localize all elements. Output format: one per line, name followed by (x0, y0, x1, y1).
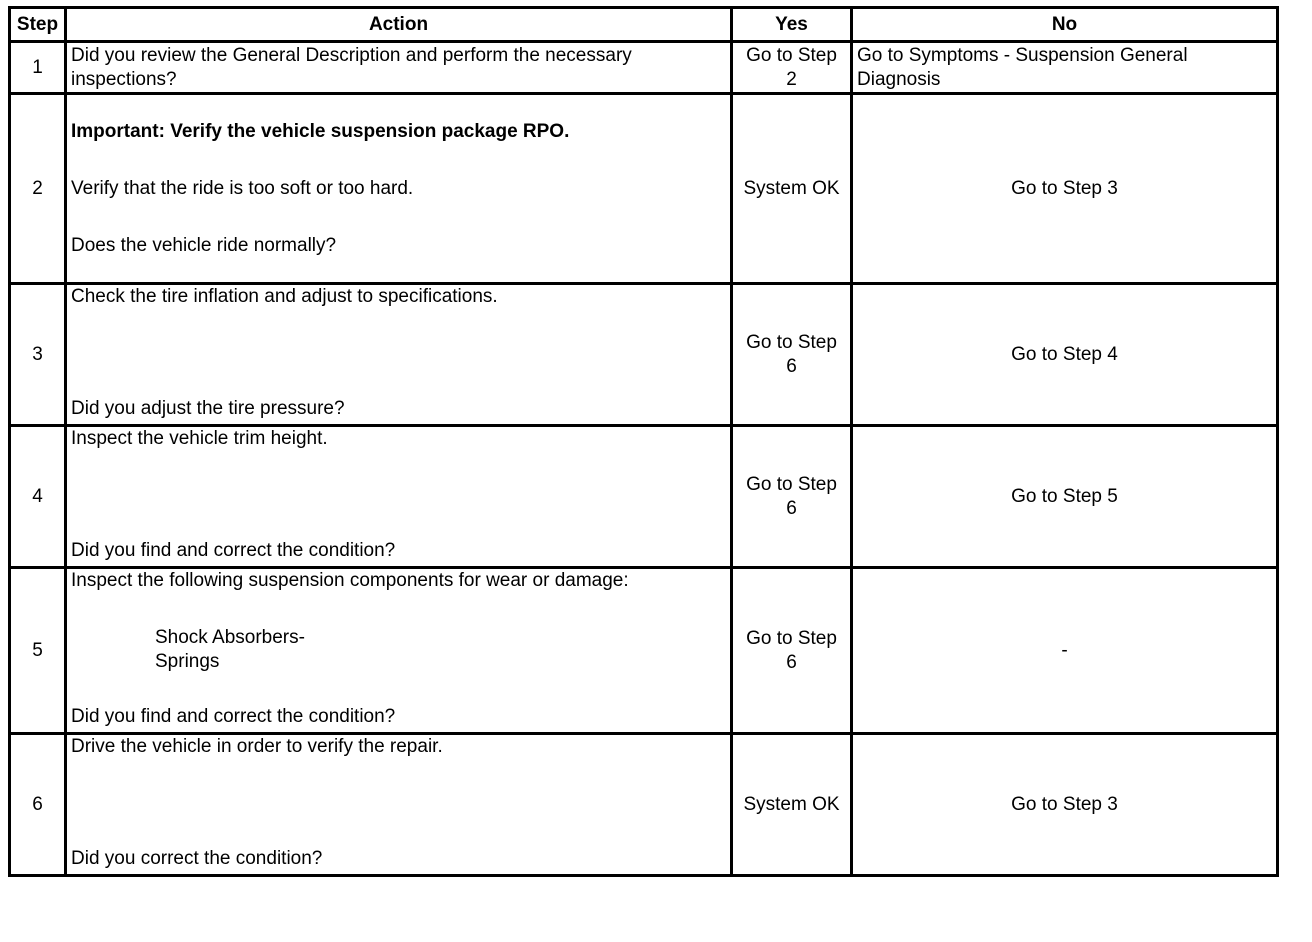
action-text: inspections? (71, 68, 177, 90)
no-cell: - (852, 568, 1278, 734)
step-number: 1 (10, 42, 66, 94)
yes-text: Go to Step (746, 473, 837, 495)
action-text: Inspect the following suspension components for wear or damage: (71, 570, 629, 591)
header-no: No (852, 8, 1278, 42)
yes-cell (732, 284, 852, 426)
yes-cell: System OK (732, 94, 852, 284)
yes-text: 6 (786, 497, 797, 519)
diagnostic-table (8, 6, 1279, 877)
table-row (10, 284, 1278, 426)
header-step: Step (10, 8, 66, 42)
table-row (10, 94, 1278, 284)
question-text: Did you find and correct the condition? (71, 540, 396, 561)
action-cell (66, 568, 732, 734)
action-cell (66, 94, 732, 284)
step-number: 6 (10, 734, 66, 876)
header-action: Action (66, 8, 732, 42)
table-row (10, 568, 1278, 734)
yes-text: 6 (786, 651, 797, 673)
table-row (10, 426, 1278, 568)
question-text: Does the vehicle ride normally? (71, 234, 337, 256)
action-text: Check the tire inflation and adjust to specifications. (71, 286, 498, 307)
no-cell: Go to Step 4 (852, 284, 1278, 426)
important-note: Important: Verify the vehicle suspension package RPO. (71, 120, 570, 142)
no-cell: Go to Step 5 (852, 426, 1278, 568)
question-text: Did you correct the condition? (71, 848, 323, 869)
no-cell (852, 42, 1278, 94)
action-cell (66, 284, 732, 426)
step-number: 4 (10, 426, 66, 568)
action-text: Verify that the ride is too soft or too hard. (71, 177, 414, 199)
action-cell (66, 42, 732, 94)
no-text: Go to Symptoms - Suspension General (857, 44, 1188, 66)
list-item: Shock Absorbers- (155, 627, 305, 648)
yes-text: Go to Step (746, 627, 837, 649)
step-number: 3 (10, 284, 66, 426)
header-row (10, 8, 1278, 42)
question-text: Did you find and correct the condition? (71, 706, 396, 727)
list-item: Springs (155, 651, 220, 672)
yes-cell (732, 568, 852, 734)
table-row (10, 734, 1278, 876)
yes-text: Go to Step (746, 331, 837, 353)
question-text: Did you adjust the tire pressure? (71, 398, 345, 419)
yes-text: 6 (786, 355, 797, 377)
yes-cell (732, 42, 852, 94)
action-cell (66, 734, 732, 876)
table-row (10, 42, 1278, 94)
yes-text: Go to Step (746, 44, 837, 66)
action-text: Did you review the General Description and perform the necessary (71, 44, 632, 66)
no-cell: Go to Step 3 (852, 734, 1278, 876)
yes-text: 2 (786, 68, 797, 90)
no-cell: Go to Step 3 (852, 94, 1278, 284)
header-yes: Yes (732, 8, 852, 42)
action-text: Inspect the vehicle trim height. (71, 428, 328, 449)
action-text: Drive the vehicle in order to verify the repair. (71, 736, 443, 757)
yes-cell: System OK (732, 734, 852, 876)
step-number: 5 (10, 568, 66, 734)
step-number: 2 (10, 94, 66, 284)
action-cell (66, 426, 732, 568)
no-text: Diagnosis (857, 68, 941, 90)
yes-cell (732, 426, 852, 568)
